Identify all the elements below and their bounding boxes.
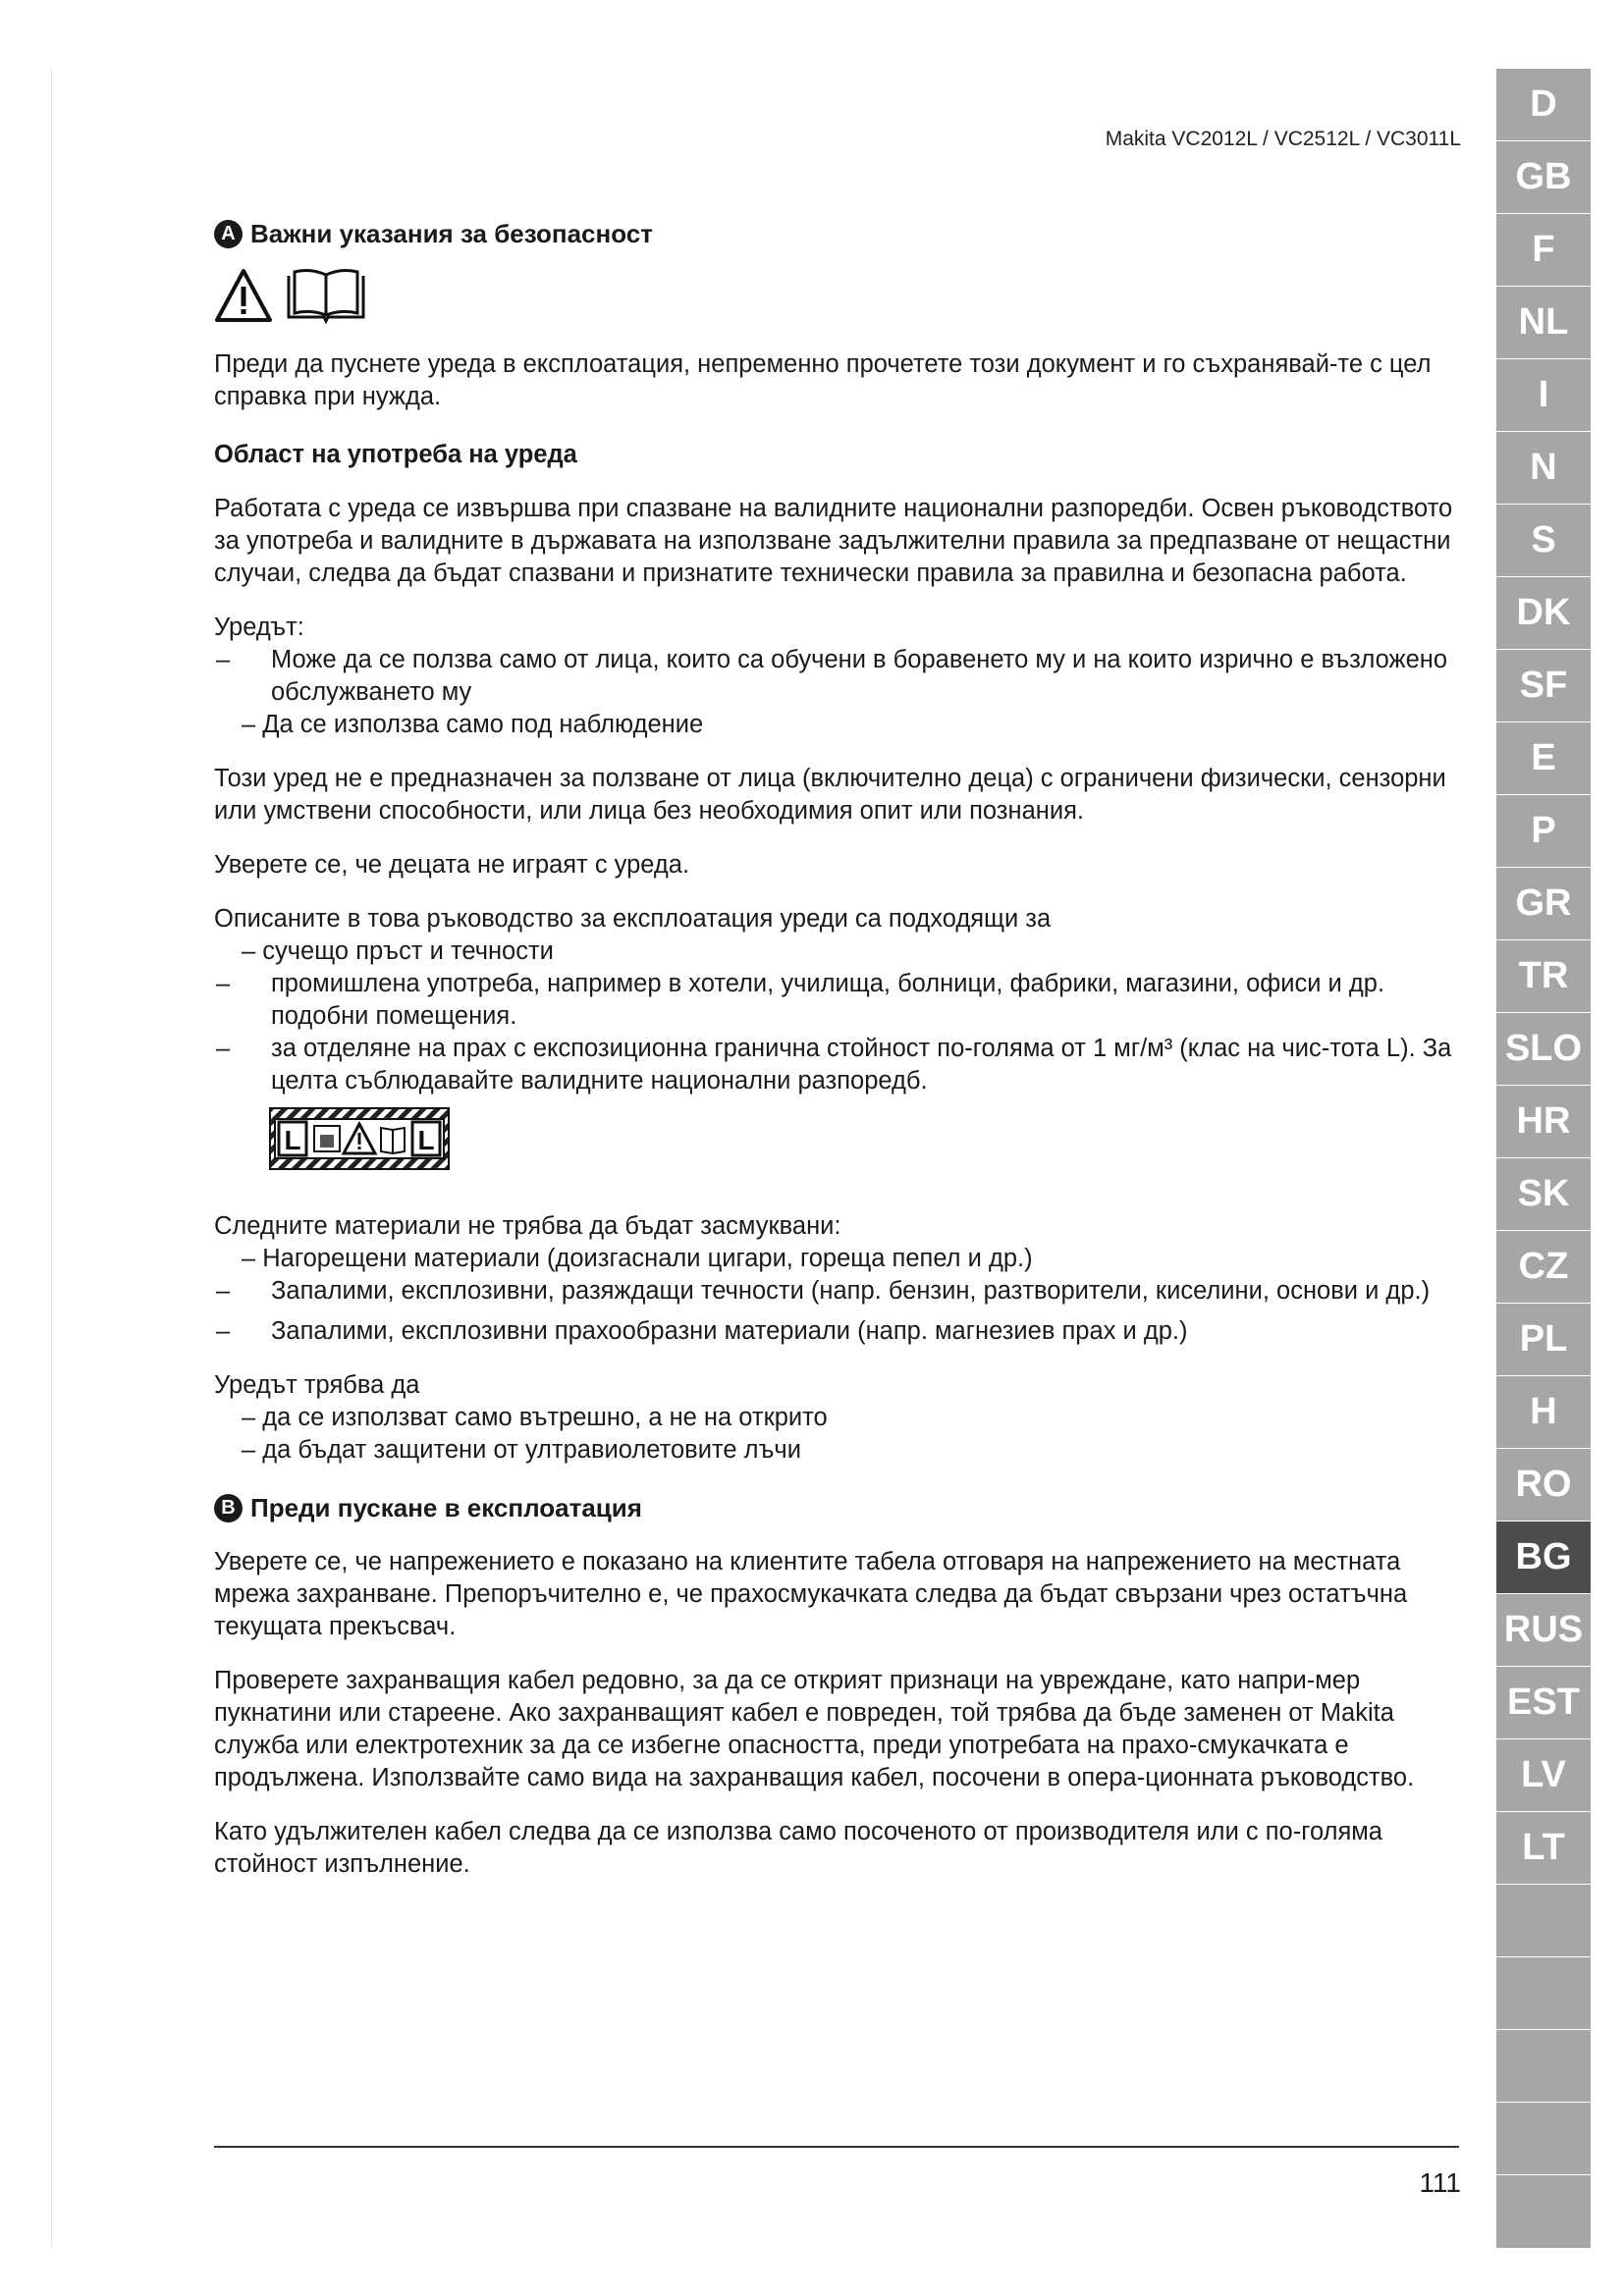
main-content xyxy=(214,218,1459,1881)
not-suck-intro: Следните материали не трябва да бъдат засмуквани: xyxy=(214,1212,841,1240)
dust-label-left-letter: L xyxy=(284,1125,301,1155)
lang-tab-sk[interactable]: SK xyxy=(1496,1158,1591,1231)
section-b-title-text: Преди пускане в експлоатация xyxy=(250,1493,642,1522)
safety-icons xyxy=(214,268,1459,325)
list-item: – да се използват само вътрешно, а не на открито xyxy=(242,1404,828,1431)
must-intro: Уредът трябва да xyxy=(214,1371,420,1399)
lang-tab-rus[interactable]: RUS xyxy=(1496,1594,1591,1667)
section-b-para-1: Уверете се, че напрежението е показано на клиентите табела отговаря на напрежението на местната мрежа захранване. Препоръчително е, че прахосмукачката следва да бъдат свързани чрез остатъчна текущата прекъсвач. xyxy=(214,1548,1408,1640)
lang-tab-empty xyxy=(1496,1885,1591,1957)
lang-tab-cz[interactable]: CZ xyxy=(1496,1231,1591,1304)
lang-tab-slo[interactable]: SLO xyxy=(1496,1013,1591,1086)
dust-label-right-letter: L xyxy=(417,1125,435,1155)
section-a-title-text: Важни указания за безопасност xyxy=(250,219,653,248)
lang-tab-ro[interactable]: RO xyxy=(1496,1449,1591,1522)
lang-tab-bg[interactable]: BG xyxy=(1496,1522,1591,1594)
lang-tab-tr[interactable]: TR xyxy=(1496,940,1591,1013)
scope-title: Област на употреба на уреда xyxy=(214,441,577,468)
scope-text: Работата с уреда се извършва при спазване на валидните национални разпоредби. Освен ръководството за употреба и валидните в държавата на използване задължителни правила за предпазване от нещастни случаи, следва да бъдат спазвани и признатите технически правила за правилна и безопасна работа. xyxy=(214,495,1453,587)
list-item: – Може да се ползва само от лица, които са обучени в боравенето му и на които изрично е възложено обслужването му xyxy=(216,646,1448,706)
list-item: – промишлена употреба, например в хотели, училища, болници, фабрики, магазини, офиси и др. подобни помещения. xyxy=(216,970,1385,1030)
lang-tab-est[interactable]: EST xyxy=(1496,1667,1591,1739)
lang-tab-i[interactable]: I xyxy=(1496,359,1591,432)
lang-tab-h[interactable]: H xyxy=(1496,1376,1591,1449)
children-text: Уверете се, че децата не играят с уреда. xyxy=(214,851,690,879)
lang-tab-sf[interactable]: SF xyxy=(1496,650,1591,722)
list-item: – Нагорещени материали (доизгаснали цигари, горещa пепел и др.) xyxy=(242,1245,1033,1272)
lang-tab-lv[interactable]: LV xyxy=(1496,1739,1591,1812)
intro-text: Преди да пуснете уреда в експлоатация, непременно прочетете този документ и го съхранявай-те с цел справка при нужда. xyxy=(214,350,1432,410)
lang-tab-e[interactable]: E xyxy=(1496,722,1591,795)
language-tabs xyxy=(1496,69,1591,2248)
section-b-marker: B xyxy=(214,1494,243,1522)
lang-tab-nl[interactable]: NL xyxy=(1496,287,1591,359)
lang-tab-d[interactable]: D xyxy=(1496,69,1591,141)
lang-tab-s[interactable]: S xyxy=(1496,505,1591,577)
lang-tab-p[interactable]: P xyxy=(1496,795,1591,868)
device-label: Уредът: xyxy=(214,614,304,641)
list-item: – сучещо пръст и течности xyxy=(242,937,554,965)
section-a-marker: A xyxy=(214,220,243,248)
list-item: – да бъдат защитени от ултравиолетовите лъчи xyxy=(242,1436,801,1464)
lang-tab-empty xyxy=(1496,2103,1591,2175)
list-item: – Запалими, експлозивни прахообразни материали (напр. магнезиев прах и др.) xyxy=(216,1317,1188,1345)
page-number: 111 xyxy=(1419,2167,1461,2198)
section-b-para-2: Проверете захранващия кабел редовно, за да се открият признаци на увреждане, като напри-мер пукнатини или стареене. Ако захранващият кабел е повреден, той трябва да бъде заменен от Makita служба или електротехник за да се избегне опасността, преди употребата на прахо-смукачката е продължена. Използвайте само вида на захранващия кабел, посочени в опера-ционната ръководство. xyxy=(214,1667,1415,1791)
lang-tab-n[interactable]: N xyxy=(1496,432,1591,505)
lang-tab-empty xyxy=(1496,2030,1591,2103)
lang-tab-hr[interactable]: HR xyxy=(1496,1086,1591,1158)
lang-tab-empty xyxy=(1496,1957,1591,2030)
lang-tab-dk[interactable]: DK xyxy=(1496,577,1591,650)
section-b-title xyxy=(214,1492,1459,1524)
suitable-intro: Описаните в това ръководство за експлоатация уреди са подходящи за xyxy=(214,905,1052,933)
footer-divider xyxy=(214,2146,1459,2148)
lang-tab-f[interactable]: F xyxy=(1496,214,1591,287)
section-a-title xyxy=(214,218,1459,250)
page-left-border xyxy=(51,69,52,2248)
lang-tab-lt[interactable]: LT xyxy=(1496,1812,1591,1885)
lang-tab-gr[interactable]: GR xyxy=(1496,868,1591,940)
manual-book-icon xyxy=(285,268,367,325)
list-item: – Запалими, експлозивни, разяждащи течности (напр. бензин, разтворители, киселини, основи и др.) xyxy=(216,1277,1431,1305)
dust-class-label-icon xyxy=(269,1107,450,1170)
lang-tab-gb[interactable]: GB xyxy=(1496,141,1591,214)
section-b-para-3: Като удължителен кабел следва да се използва само посоченото от производителя или с по-голяма стойност изпълнение. xyxy=(214,1818,1382,1878)
not-intended-text: Този уред не е предназначен за ползване от лица (включително деца) с ограничени физически, сензорни или умствени способности, или лица без необходимия опит или познания. xyxy=(214,765,1446,825)
lang-tab-pl[interactable]: PL xyxy=(1496,1304,1591,1376)
list-item: – за отделяне на прах с експозиционна гранична стойност по-голяма от 1 мг/м³ (клас на чис-тота L). За целта съблюдавайте валидните национални разпоредб. xyxy=(216,1035,1452,1095)
list-item: – Да се използва само под наблюдение xyxy=(242,711,704,738)
dust-class-label xyxy=(269,1107,1459,1179)
header-model: Makita VC2012L / VC2512L / VC3011L xyxy=(1105,128,1461,150)
warning-triangle-icon xyxy=(214,268,273,323)
